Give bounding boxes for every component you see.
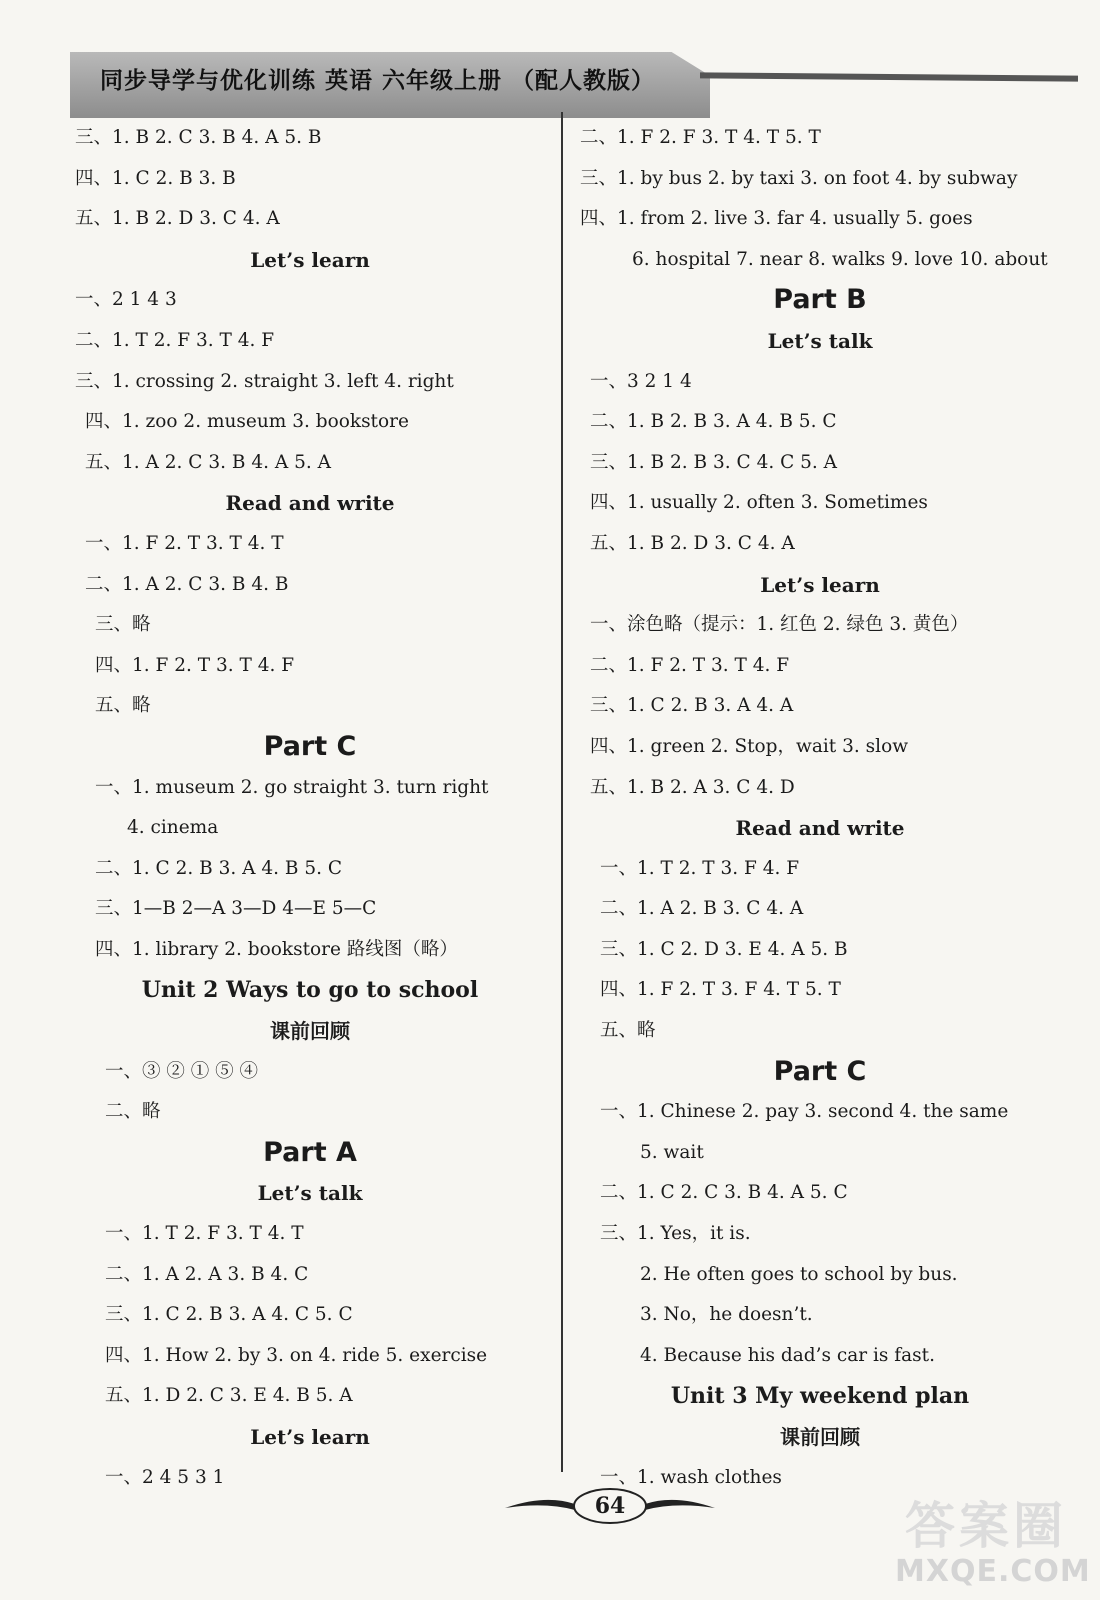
answer-line: 三、1. Yes，it is. [600, 1223, 751, 1245]
answer-line: 一、2 4 5 3 1 [105, 1466, 225, 1488]
answer-line: 四、1. F 2. T 3. F 4. T 5. T [600, 979, 841, 1001]
watermark-mark: 答案圈 [905, 1497, 1067, 1555]
section-heading: 课前回顾 [270, 1019, 350, 1044]
answer-line: 五、1. D 2. C 3. E 4. B 5. A [105, 1385, 353, 1407]
answer-line: 6. hospital 7. near 8. walks 9. love 10. about [632, 248, 1048, 270]
page-number: 64 [594, 1493, 626, 1519]
answer-line: 一、1. T 2. F 3. T 4. T [105, 1223, 304, 1245]
answer-line: 二、1. C 2. C 3. B 4. A 5. C [600, 1182, 848, 1204]
header-rule [700, 72, 1078, 81]
section-heading: Let’s learn [250, 247, 370, 272]
answer-line: 三、1. B 2. B 3. C 4. C 5. A [590, 451, 838, 473]
section-heading: Let’s talk [767, 328, 873, 353]
section-heading: Let’s talk [257, 1181, 363, 1206]
answer-line: 四、1. usually 2. often 3. Sometimes [590, 492, 928, 514]
answer-line: 4. cinema [127, 817, 219, 839]
answer-line: 一、1. Chinese 2. pay 3. second 4. the same [600, 1101, 1009, 1123]
watermark-url: MXQE.COM [895, 1554, 1091, 1589]
section-heading: 课前回顾 [780, 1425, 860, 1449]
answer-line: 五、1. B 2. D 3. C 4. A [75, 208, 280, 230]
answer-line: 五、1. A 2. C 3. B 4. A 5. A [85, 451, 332, 473]
section-heading: Part B [773, 284, 867, 316]
answer-line: 5. wait [640, 1141, 704, 1163]
answer-line: 四、1. C 2. B 3. B [75, 167, 236, 189]
section-heading: Unit 3 My weekend plan [670, 1383, 970, 1410]
section-heading: Read and write [735, 816, 905, 841]
answer-line: 五、1. B 2. D 3. C 4. A [590, 532, 795, 554]
answer-line: 一、1. T 2. T 3. F 4. F [600, 857, 800, 879]
answer-line: 五、略 [95, 695, 151, 717]
answer-line: 二、1. A 2. A 3. B 4. C [105, 1263, 309, 1285]
answer-line: 二、1. B 2. B 3. A 4. B 5. C [590, 411, 837, 433]
answer-line: 五、1. B 2. A 3. C 4. D [590, 776, 795, 798]
answer-line: 一、3 2 1 4 [590, 370, 692, 392]
answer-line: 二、1. A 2. C 3. B 4. B [85, 573, 289, 595]
section-heading: Let’s learn [760, 572, 880, 597]
section-heading: Read and write [225, 491, 395, 516]
section-heading: Part C [263, 730, 357, 762]
answer-line: 一、2 1 4 3 [75, 289, 177, 311]
section-heading: Part A [263, 1136, 357, 1168]
answer-line: 四、1. from 2. live 3. far 4. usually 5. goes [580, 208, 973, 230]
section-heading: Let’s learn [250, 1425, 370, 1449]
answer-line: 三、1. C 2. D 3. E 4. A 5. B [600, 938, 848, 960]
answer-line: 三、1. by bus 2. by taxi 3. on foot 4. by subway [580, 167, 1018, 189]
section-heading: Part C [773, 1055, 867, 1087]
answer-line: 三、1. B 2. C 3. B 4. A 5. B [75, 127, 322, 148]
answer-line: 一、涂色略（提示：1. 红色 2. 绿色 3. 黄色） [590, 614, 969, 636]
column-divider [561, 112, 563, 1472]
answer-line: 四、1. F 2. T 3. T 4. F [95, 654, 295, 676]
answer-line: 一、1. F 2. T 3. T 4. T [85, 532, 284, 554]
answer-line: 3. No，he doesn’t. [640, 1304, 813, 1326]
watermark-logo [895, 1486, 1091, 1596]
answer-line: 一、1. wash clothes [600, 1466, 782, 1488]
answer-line: 四、1. zoo 2. museum 3. bookstore [85, 411, 409, 433]
book-title: 同步导学与优化训练 英语 六年级上册 （配人教版） [100, 67, 656, 94]
answer-line: 二、1. T 2. F 3. T 4. F [75, 329, 275, 351]
answer-line: 二、1. F 2. T 3. T 4. F [590, 654, 790, 676]
answer-line: 三、1. crossing 2. straight 3. left 4. right [75, 370, 454, 392]
answer-line: 四、1. library 2. bookstore 路线图（略） [95, 938, 458, 960]
answer-line: 一、③ ② ① ⑤ ④ [105, 1060, 259, 1082]
answer-line: 4. Because his dad’s car is fast. [640, 1344, 935, 1366]
answer-line: 四、1. How 2. by 3. on 4. ride 5. exercise [105, 1344, 488, 1366]
answer-line: 三、1. C 2. B 3. A 4. A [590, 695, 794, 717]
answer-line: 三、1—B 2—A 3—D 4—E 5—C [95, 898, 377, 920]
answer-line: 三、略 [95, 614, 151, 636]
answer-line: 2. He often goes to school by bus. [640, 1263, 958, 1285]
answer-line: 二、略 [105, 1101, 161, 1123]
section-heading: Unit 2 Ways to go to school [141, 977, 479, 1004]
answer-line: 二、1. F 2. F 3. T 4. T 5. T [580, 127, 821, 148]
answer-line: 二、1. A 2. B 3. C 4. A [600, 898, 804, 920]
answer-line: 四、1. green 2. Stop，wait 3. slow [590, 735, 909, 757]
answer-line: 三、1. C 2. B 3. A 4. C 5. C [105, 1304, 353, 1326]
left-column [75, 118, 545, 1498]
answer-line: 二、1. C 2. B 3. A 4. B 5. C [95, 857, 343, 879]
right-column [580, 118, 1060, 1498]
answer-line: 一、1. museum 2. go straight 3. turn right [95, 776, 489, 798]
answer-line: 五、略 [600, 1020, 656, 1042]
